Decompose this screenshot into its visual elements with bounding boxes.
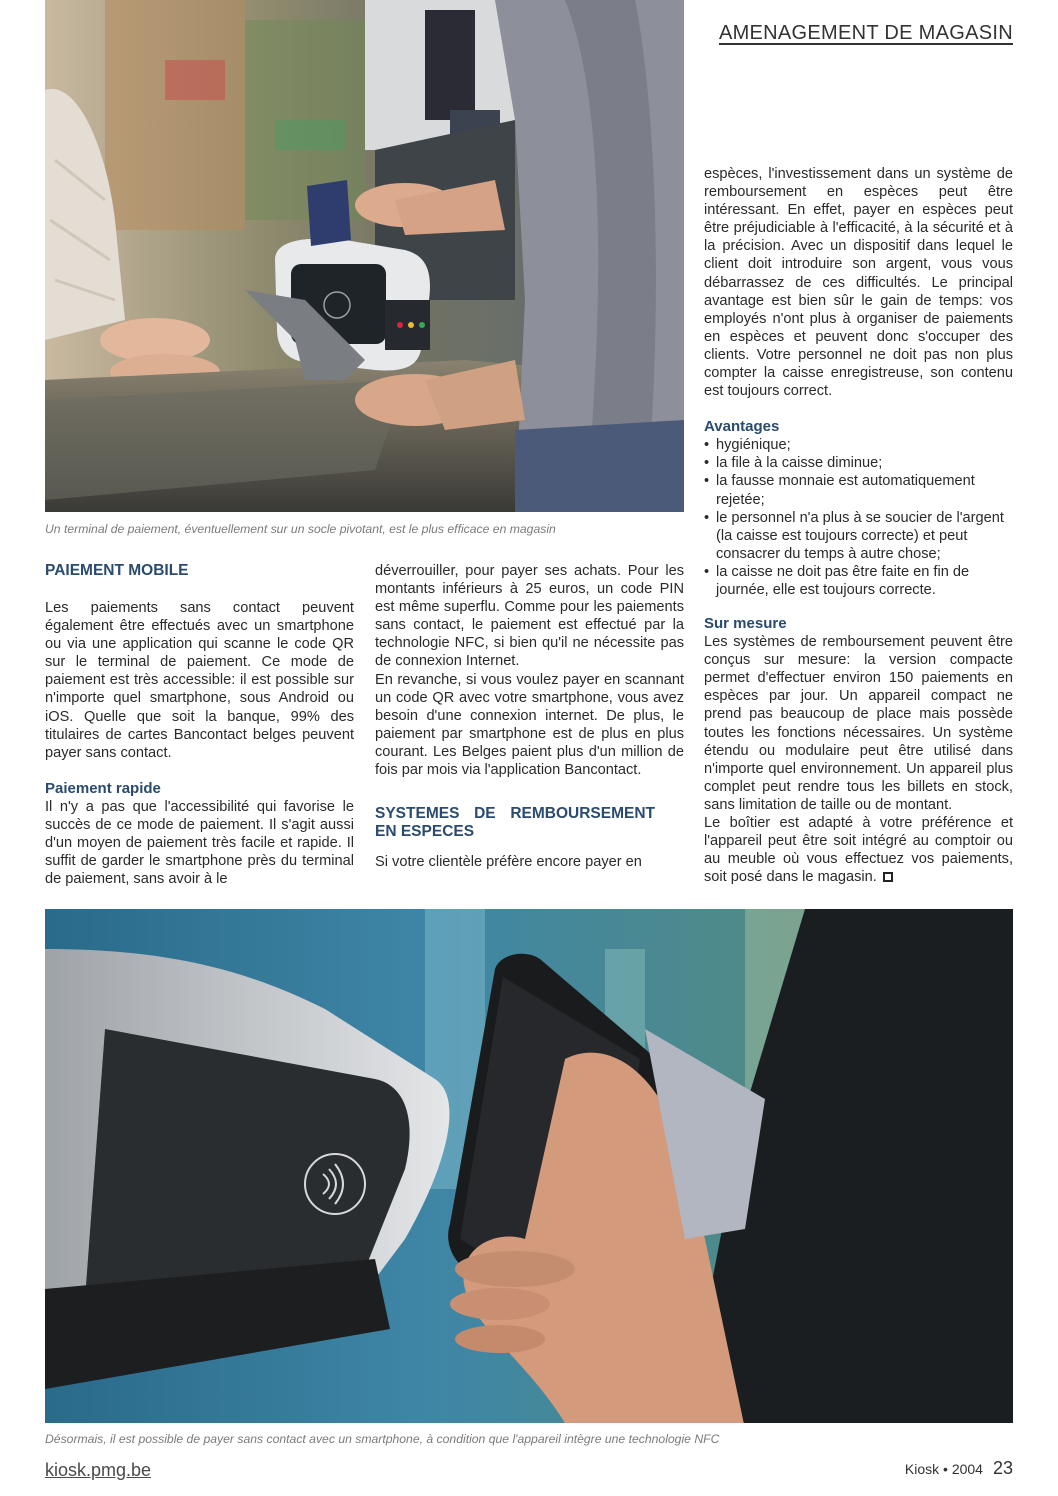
list-item: • hygiénique; <box>704 436 1013 454</box>
column-3 <box>704 165 1013 886</box>
heading-paiement-mobile: PAIEMENT MOBILE <box>45 562 189 579</box>
page-number: 23 <box>992 1458 1013 1478</box>
subheading-paiement-rapide: Paiement rapide <box>45 779 161 797</box>
paragraph: déverrouiller, pour payer ses achats. Pour les montants inférieurs à 25 euros, un code PIN est même superflu. Comme pour les paiements sans contact, le paiement est effectué par la technologie NFC, si bien qu'il ne nécessite pas de connexion Internet. <box>375 563 684 670</box>
paragraph-text: Le boîtier est adapté à votre préférence et l'appareil peut être soit intégré au comptoir ou au meuble où vous effectuez vos paiements, soit posé dans le magasin. <box>704 815 1013 886</box>
payment-terminal-photo <box>45 0 684 512</box>
subheading-sur-mesure: Sur mesure <box>704 615 787 633</box>
top-photo-caption: Un terminal de paiement, éventuellement sur un socle pivotant, est le plus efficace en magasin <box>45 522 556 536</box>
list-item: • la file à la caisse diminue; <box>704 454 1013 472</box>
paragraph: En revanche, si vous voulez payer en scannant un code QR avec votre smartphone, vous avez besoin d'une connexion internet. De plus, le paiement par smartphone est de plus en plus courant. Les Belges paient plus d'un million de fois par mois via l'application Bancontact. <box>375 671 684 779</box>
paragraph: espèces, l'investissement dans un système de remboursement en espèces peut être intéressant. En effet, payer en espèces peut être préjudiciable à l'efficacité, à la sécurité et à la précision. Avec un dispositif dans lequel le client doit introduire son argent, vous vous débarrassez de ces difficultés. Le principal avantage est bien sûr le gain de temps: vos employés n'ont plus à organiser de paiements en espèces et peuvent donc s'occuper des clients. Votre personnel ne doit pas non plus compter la caisse enregistreuse, son contenu est toujours correct. <box>704 166 1013 400</box>
paragraph: Il n'y a pas que l'accessibilité qui favorise le succès de ce mode de paiement. Il s'agit aussi d'un moyen de paiement très facile et rapide. Il suffit de garder le smartphone près du terminal de paiement, sans avoir à le <box>45 798 354 888</box>
paragraph: Les systèmes de remboursement peuvent être conçus sur mesure: la version compacte permet d'effectuer environ 150 paiements en espèces par jour. Un appareil compact ne prend pas beaucoup de place mais possède toutes les fonctions nécessaires. Un système étendu ou modulaire peut être utilisé dans n'importe quel environnement. Un appareil plus complet peut rendre tous les billets en stock, sans limitation de taille ou de montant. <box>704 634 1013 813</box>
section-title: AMENAGEMENT DE MAGASIN <box>718 22 1013 44</box>
paragraph-end <box>704 814 1013 886</box>
paragraph: Si votre clientèle préfère encore payer en <box>375 854 642 871</box>
footer-website-link[interactable]: kiosk.pmg.be <box>45 1460 152 1480</box>
list-item: • la fausse monnaie est automatiquement rejetée; <box>704 472 1013 508</box>
end-of-article-icon <box>883 872 893 882</box>
footer-issue <box>905 1458 1013 1479</box>
bottom-photo-caption: Désormais, il est possible de payer sans contact avec un smartphone, à condition que l'appareil intègre une technologie NFC <box>45 1432 720 1446</box>
column-2 <box>375 562 684 871</box>
column-1 <box>45 562 354 888</box>
advantages-list <box>704 436 1013 599</box>
paragraph: Les paiements sans contact peuvent également être effectués avec un smartphone ou via une application qui scanne le code QR sur le terminal de paiement. Ce mode de paiement est très accessible: il est possible sur n'importe quel smartphone, sous Android ou iOS. Quelle que soit la banque, 99% des titulaires de cartes Bancontact belges peuvent payer sans contact. <box>45 600 354 761</box>
issue-label: Kiosk • 2004 <box>904 1461 983 1477</box>
heading-systemes-remboursement: SYSTEMES DE REMBOURSEMENT EN ESPECES <box>375 805 655 841</box>
smartphone-payment-photo <box>45 909 1013 1423</box>
list-item: • le personnel n'a plus à se soucier de l'argent (la caisse est toujours correcte) et peut consacrer du temps à autre chose; <box>704 509 1013 563</box>
list-item: • la caisse ne doit pas être faite en fin de journée, elle est toujours correcte. <box>704 563 1013 599</box>
subheading-avantages: Avantages <box>704 418 780 436</box>
